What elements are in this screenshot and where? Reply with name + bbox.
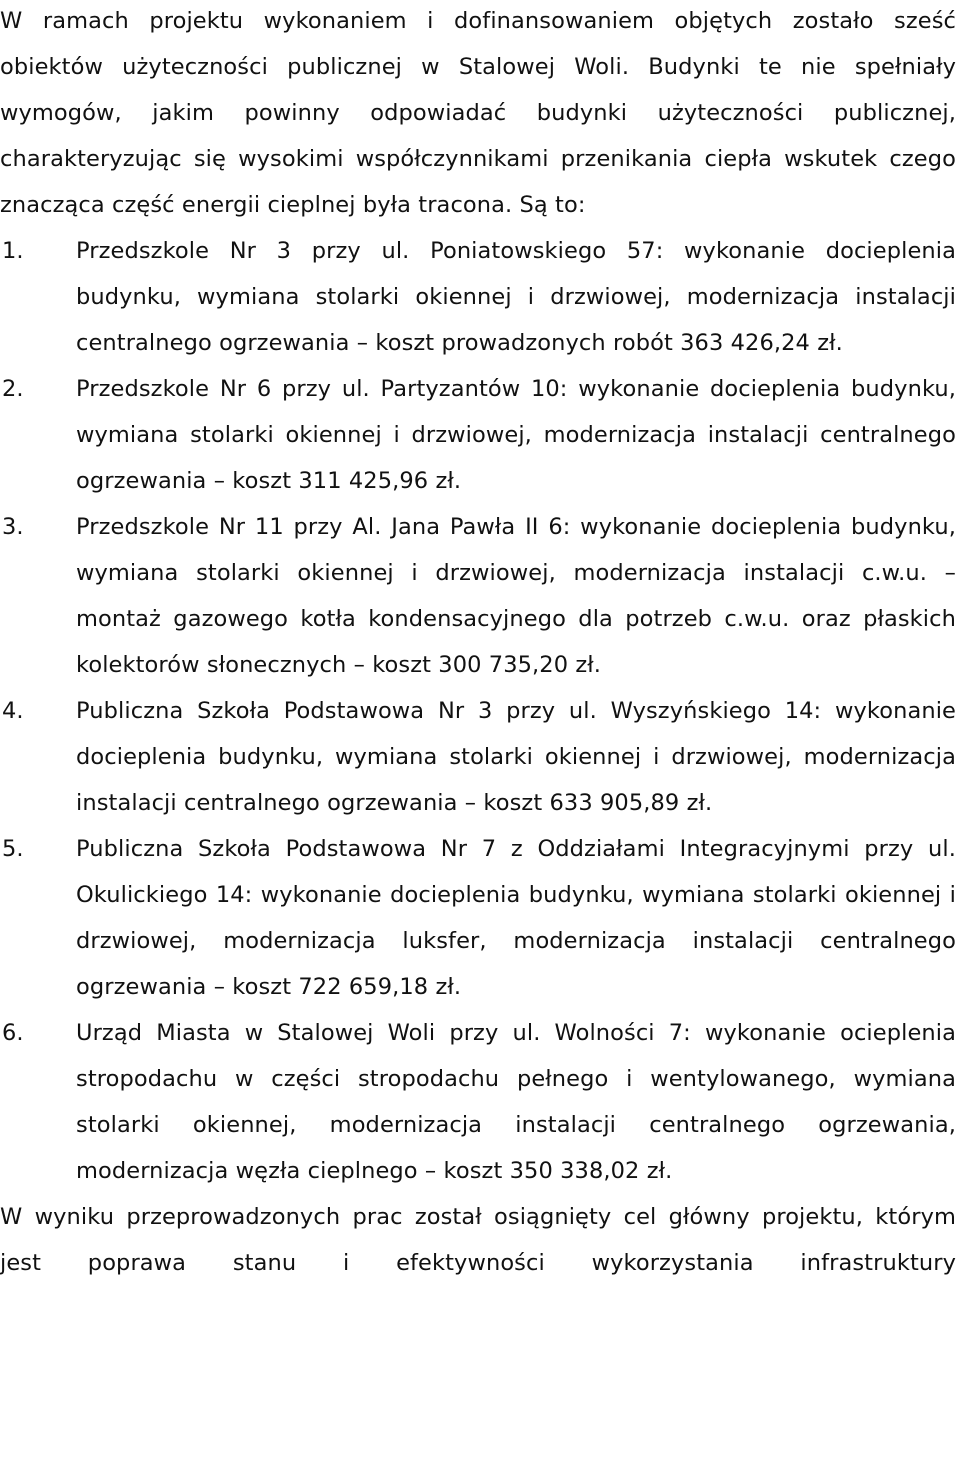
closing-paragraph: W wyniku przeprowadzonych prac został osiągnięty cel główny projektu, którym jest poprawa stanu i efektywności wykorzystania infrastruktury: [0, 1204, 956, 1276]
list-item-text: Publiczna Szkoła Podstawowa Nr 7 z Oddziałami Integracyjnymi przy ul. Okulickiego 14: wykonanie docieplenia budynku, wymiana stolarki okiennej i drzwiowej, modernizacja luksfer, modernizacja instalacji centralnego ogrzewania – koszt 722 659,18 zł.: [76, 836, 956, 1000]
list-item: [0, 228, 960, 366]
list-item: [0, 826, 960, 1010]
list-item-number: 4.: [2, 698, 24, 724]
intro-paragraph: W ramach projektu wykonaniem i dofinansowaniem objętych zostało sześć obiektów użyteczności publicznej w Stalowej Woli. Budynki te nie spełniały wymogów, jakim powinny odpowiadać budynki użyteczności publicznej, charakteryzując się wysokimi współczynnikami przenikania ciepła wskutek czego znacząca część energii cieplnej była tracona. Są to:: [0, 8, 956, 218]
list-item-number: 5.: [2, 836, 24, 862]
list-item-number: 3.: [2, 514, 24, 540]
project-list: [0, 228, 960, 1194]
list-item-text: Przedszkole Nr 11 przy Al. Jana Pawła II 6: wykonanie docieplenia budynku, wymiana stolarki okiennej i drzwiowej, modernizacja instalacji c.w.u. – montaż gazowego kotła kondensacyjnego dla potrzeb c.w.u. oraz płaskich kolektorów słonecznych – koszt 300 735,20 zł.: [76, 514, 956, 678]
list-item-text: Publiczna Szkoła Podstawowa Nr 3 przy ul. Wyszyńskiego 14: wykonanie docieplenia budynku, wymiana stolarki okiennej i drzwiowej, modernizacja instalacji centralnego ogrzewania – koszt 633 905,89 zł.: [76, 698, 956, 816]
list-item: [0, 366, 960, 504]
list-item-text: Urząd Miasta w Stalowej Woli przy ul. Wolności 7: wykonanie ocieplenia stropodachu w części stropodachu pełnego i wentylowanego, wymiana stolarki okiennej, modernizacja instalacji centralnego ogrzewania, modernizacja węzła cieplnego – koszt 350 338,02 zł.: [76, 1020, 956, 1184]
list-item-number: 1.: [2, 238, 24, 264]
list-item-text: Przedszkole Nr 3 przy ul. Poniatowskiego 57: wykonanie docieplenia budynku, wymiana stolarki okiennej i drzwiowej, modernizacja instalacji centralnego ogrzewania – koszt prowadzonych robót 363 426,24 zł.: [76, 238, 956, 356]
list-item-number: 6.: [2, 1020, 24, 1046]
list-item-number: 2.: [2, 376, 24, 402]
list-item: [0, 1010, 960, 1194]
list-item: [0, 688, 960, 826]
list-item-text: Przedszkole Nr 6 przy ul. Partyzantów 10: wykonanie docieplenia budynku, wymiana stolarki okiennej i drzwiowej, modernizacja instalacji centralnego ogrzewania – koszt 311 425,96 zł.: [76, 376, 956, 494]
list-item: [0, 504, 960, 688]
